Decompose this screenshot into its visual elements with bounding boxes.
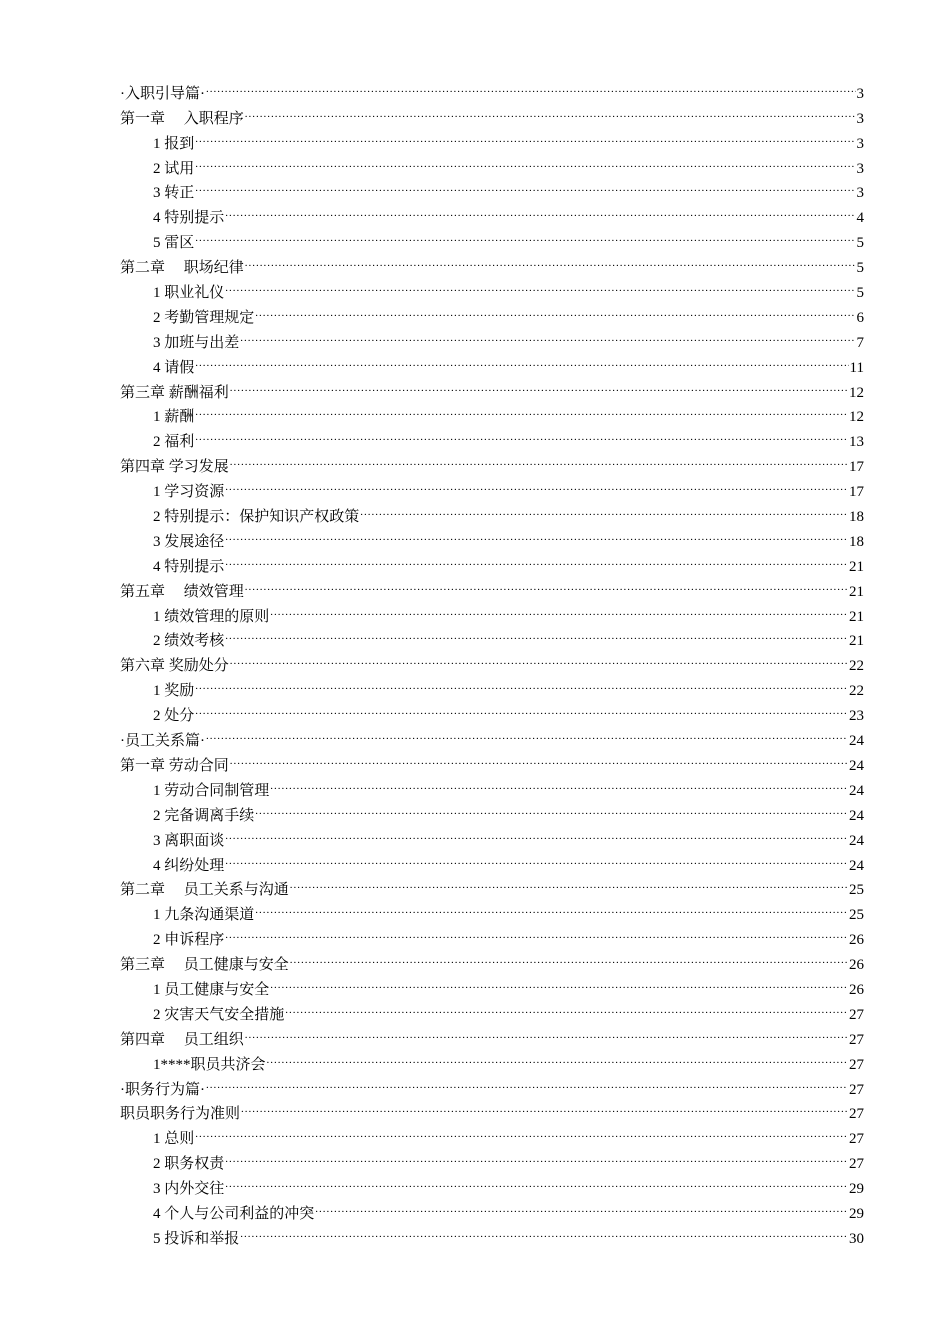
toc-page-number: 26: [849, 957, 864, 974]
toc-page-number: 3: [856, 135, 864, 152]
toc-page-number: 24: [849, 733, 864, 750]
toc-dot-leader: [255, 297, 855, 322]
toc-entry-label: 1 总则: [153, 1131, 195, 1148]
toc-entry-subitem[interactable]: [120, 297, 864, 326]
toc-entry-subitem[interactable]: [120, 770, 864, 799]
toc-entry-subitem[interactable]: [120, 397, 864, 426]
toc-dot-leader: [285, 994, 848, 1019]
toc-dot-leader: [195, 397, 848, 422]
toc-entry-heading[interactable]: [120, 745, 864, 774]
toc-dot-leader: [225, 820, 848, 845]
toc-entry-label: 5 投诉和举报: [153, 1230, 240, 1247]
toc-entry-label: 第一章 劳动合同: [120, 757, 229, 774]
toc-entry-heading[interactable]: [120, 870, 864, 899]
toc-page-number: 22: [849, 658, 864, 675]
toc-dot-leader: [270, 770, 848, 795]
toc-entry-subitem[interactable]: [120, 471, 864, 501]
toc-page-number: 29: [849, 1181, 864, 1198]
toc-dot-leader: [240, 322, 855, 347]
toc-dot-leader: [255, 795, 848, 820]
toc-entry-subitem[interactable]: [120, 123, 864, 152]
toc-dot-leader: [225, 471, 848, 496]
table-of-contents: [120, 73, 864, 1247]
toc-page-number: 21: [849, 608, 864, 625]
toc-page-number: 5: [856, 235, 864, 252]
toc-dot-leader: [195, 347, 848, 372]
toc-dot-leader: [225, 546, 848, 571]
toc-entry-subitem[interactable]: [120, 1118, 864, 1148]
toc-entry-label: 第五章 绩效管理: [120, 583, 244, 600]
toc-entry-heading[interactable]: [120, 247, 864, 277]
toc-entry-subitem[interactable]: [120, 546, 864, 575]
toc-entry-label: 1 员工健康与安全: [153, 981, 270, 998]
toc-entry-label: 1 劳动合同制管理: [153, 782, 270, 799]
toc-dot-leader: [240, 1218, 848, 1243]
toc-dot-leader: [206, 720, 848, 745]
toc-page-number: 5: [856, 285, 864, 302]
toc-page-number: 27: [849, 1031, 864, 1048]
toc-entry-label: 2 特别提示：保护知识产权政策: [153, 509, 360, 526]
toc-dot-leader: [225, 521, 848, 546]
toc-page-number: 13: [849, 434, 864, 451]
toc-dot-leader: [225, 1143, 848, 1168]
toc-page-number: 25: [849, 907, 864, 924]
toc-entry-label: 2 考勤管理规定: [153, 309, 255, 326]
toc-dot-leader: [315, 1193, 848, 1218]
toc-dot-leader: [195, 1118, 848, 1143]
toc-entry-label: 第三章 薪酬福利: [120, 384, 229, 401]
toc-entry-heading[interactable]: [120, 446, 864, 476]
toc-entry-label: 1 奖励: [153, 683, 195, 700]
toc-dot-leader: [225, 272, 855, 297]
toc-entry-label: 第二章 职场纪律: [120, 260, 244, 277]
toc-entry-subitem[interactable]: [120, 222, 864, 252]
toc-page-number: 24: [849, 832, 864, 849]
toc-entry-label: 1 学习资源: [153, 484, 225, 501]
toc-entry-label: 3 发展途径: [153, 533, 225, 550]
toc-entry-label: 2 申诉程序: [153, 932, 225, 949]
toc-page-number: 24: [849, 757, 864, 774]
toc-dot-leader: [225, 845, 848, 870]
toc-entry-subitem[interactable]: [120, 845, 864, 874]
toc-page-number: 12: [849, 384, 864, 401]
toc-page-number: 21: [849, 633, 864, 650]
toc-page-number: 27: [849, 1056, 864, 1073]
toc-page-number: 17: [849, 459, 864, 476]
toc-page-number: 21: [849, 583, 864, 600]
toc-entry-label: 3 转正: [153, 185, 195, 202]
toc-dot-leader: [360, 496, 848, 521]
toc-entry-subitem[interactable]: [120, 197, 864, 227]
toc-page-number: 24: [849, 857, 864, 874]
toc-entry-label: 1 报到: [153, 135, 195, 152]
toc-entry-subitem[interactable]: [120, 1143, 864, 1173]
toc-dot-leader: [245, 571, 848, 596]
toc-entry-label: 1****职员共济会: [153, 1056, 266, 1073]
toc-dot-leader: [225, 621, 848, 646]
toc-entry-heading[interactable]: [120, 1094, 864, 1123]
toc-page-number: 18: [849, 533, 864, 550]
toc-entry-subitem[interactable]: [120, 621, 864, 650]
toc-page-number: 3: [856, 160, 864, 177]
toc-entry-label: 第三章 员工健康与安全: [120, 957, 289, 974]
toc-entry-heading[interactable]: [120, 944, 864, 974]
toc-entry-label: 第六章 奖励处分: [120, 658, 229, 675]
toc-entry-heading[interactable]: [120, 98, 864, 127]
toc-dot-leader: [195, 695, 848, 720]
toc-entry-heading[interactable]: [120, 645, 864, 675]
toc-entry-label: 5 雷区: [153, 235, 195, 252]
toc-entry-subitem[interactable]: [120, 919, 864, 949]
toc-page-number: 22: [849, 683, 864, 700]
toc-dot-leader: [230, 745, 848, 770]
toc-entry-label: 2 职务权责: [153, 1156, 225, 1173]
toc-dot-leader: [267, 1044, 848, 1069]
toc-entry-label: 4 特别提示: [153, 210, 225, 227]
toc-dot-leader: [195, 148, 855, 173]
toc-entry-subitem[interactable]: [120, 347, 864, 376]
toc-entry-label: ·职务行为篇·: [120, 1081, 205, 1098]
toc-entry-subitem[interactable]: [120, 670, 864, 700]
toc-entry-label: 2 完备调离手续: [153, 807, 255, 824]
toc-page-number: 26: [849, 981, 864, 998]
toc-page-number: 27: [849, 1081, 864, 1098]
toc-dot-leader: [195, 173, 855, 198]
toc-dot-leader: [245, 98, 856, 123]
toc-dot-leader: [206, 73, 856, 98]
toc-entry-subitem[interactable]: [120, 272, 864, 302]
toc-entry-label: 4 纠纷处理: [153, 857, 225, 874]
toc-entry-label: 2 试用: [153, 160, 195, 177]
toc-entry-label: 2 福利: [153, 434, 195, 451]
toc-entry-label: 2 灾害天气安全措施: [153, 1006, 285, 1023]
toc-dot-leader: [270, 969, 848, 994]
toc-entry-subitem[interactable]: [120, 496, 864, 526]
toc-entry-label: ·员工关系篇·: [120, 733, 205, 750]
toc-page-number: 5: [856, 260, 864, 277]
toc-entry-subitem[interactable]: [120, 148, 864, 177]
toc-entry-subitem[interactable]: [120, 173, 864, 202]
toc-dot-leader: [290, 944, 848, 969]
toc-page-number: 3: [856, 185, 864, 202]
toc-page-number: 12: [849, 409, 864, 426]
toc-page-number: 27: [849, 1131, 864, 1148]
toc-entry-label: 4 个人与公司利益的冲突: [153, 1205, 315, 1222]
toc-page-number: 17: [849, 484, 864, 501]
toc-dot-leader: [225, 1168, 848, 1193]
toc-entry-subitem[interactable]: [120, 521, 864, 550]
toc-page-number: 27: [849, 1106, 864, 1123]
toc-entry-label: 3 加班与出差: [153, 334, 240, 351]
toc-dot-leader: [225, 919, 848, 944]
toc-entry-heading[interactable]: [120, 1069, 864, 1098]
toc-entry-label: 职员职务行为准则: [120, 1106, 241, 1123]
toc-page-number: 26: [849, 932, 864, 949]
toc-dot-leader: [255, 894, 848, 919]
toc-entry-label: 3 内外交往: [153, 1181, 225, 1198]
toc-entry-label: 第二章 员工关系与沟通: [120, 882, 289, 899]
toc-entry-label: 4 特别提示: [153, 558, 225, 575]
toc-entry-subitem[interactable]: [120, 421, 864, 451]
toc-entry-subitem[interactable]: [120, 1168, 864, 1198]
toc-page-number: 3: [856, 85, 864, 102]
toc-page-number: 4: [856, 210, 864, 227]
toc-dot-leader: [225, 197, 855, 222]
toc-dot-leader: [290, 870, 848, 895]
toc-entry-label: 1 职业礼仪: [153, 285, 225, 302]
toc-dot-leader: [195, 123, 855, 148]
toc-entry-label: 4 请假: [153, 359, 195, 376]
toc-dot-leader: [230, 446, 848, 471]
toc-dot-leader: [230, 645, 848, 670]
toc-entry-subitem[interactable]: [120, 695, 864, 725]
toc-page-number: 24: [849, 782, 864, 799]
toc-dot-leader: [195, 421, 848, 446]
toc-page-number: 21: [849, 558, 864, 575]
toc-dot-leader: [206, 1069, 848, 1094]
toc-page-number: 18: [849, 509, 864, 526]
toc-page-number: 7: [856, 334, 864, 351]
toc-entry-label: 第四章 员工组织: [120, 1031, 244, 1048]
toc-entry-heading[interactable]: [120, 571, 864, 600]
toc-entry-subitem[interactable]: [120, 1193, 864, 1222]
toc-page-number: 24: [849, 807, 864, 824]
toc-page-number: 27: [849, 1006, 864, 1023]
toc-entry-subitem[interactable]: [120, 820, 864, 849]
toc-page-number: 3: [856, 110, 864, 127]
toc-entry-label: ·入职引导篇·: [120, 85, 205, 102]
toc-entry-label: 第四章 学习发展: [120, 459, 229, 476]
toc-entry-heading[interactable]: [120, 720, 864, 750]
toc-page-number: 29: [849, 1205, 864, 1222]
toc-entry-label: 1 九条沟通渠道: [153, 907, 255, 924]
toc-dot-leader: [195, 222, 855, 247]
toc-entry-label: 3 离职面谈: [153, 832, 225, 849]
toc-dot-leader: [270, 596, 848, 621]
toc-page-number: 6: [856, 309, 864, 326]
toc-dot-leader: [230, 372, 848, 397]
toc-entry-label: 1 薪酬: [153, 409, 195, 426]
toc-page-number: 25: [849, 882, 864, 899]
toc-dot-leader: [245, 247, 856, 272]
toc-entry-label: 2 绩效考核: [153, 633, 225, 650]
toc-entry-label: 2 处分: [153, 708, 195, 725]
toc-dot-leader: [195, 670, 848, 695]
toc-page-number: 27: [849, 1156, 864, 1173]
toc-page-number: 11: [849, 359, 864, 376]
toc-dot-leader: [241, 1094, 848, 1119]
toc-entry-label: 第一章 入职程序: [120, 110, 244, 127]
toc-page-number: 30: [849, 1230, 864, 1247]
toc-entry-heading[interactable]: [120, 372, 864, 401]
toc-entry-heading[interactable]: [120, 73, 864, 102]
toc-dot-leader: [245, 1019, 848, 1044]
toc-entry-label: 1 绩效管理的原则: [153, 608, 270, 625]
toc-page-number: 23: [849, 708, 864, 725]
